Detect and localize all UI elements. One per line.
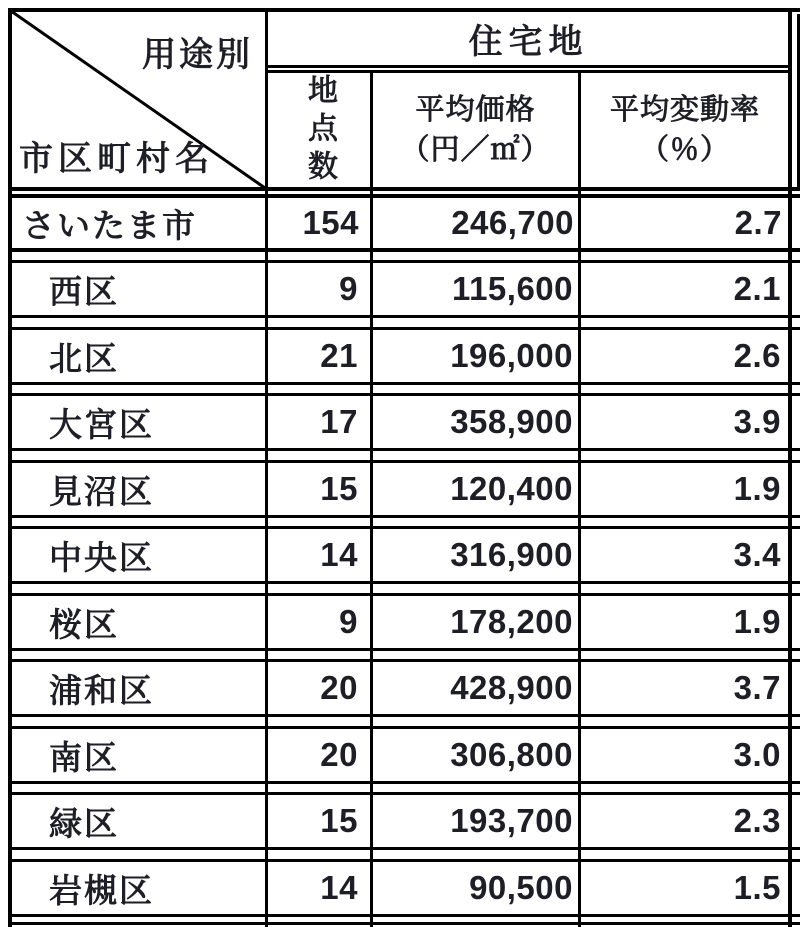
ward-name: 西区 xyxy=(49,272,119,310)
table-row-omiya-ward xyxy=(8,393,800,451)
avg-price-title: 平均価格 xyxy=(415,94,536,127)
ward-name: 南区 xyxy=(49,738,119,776)
rate-value: 2.6 xyxy=(733,337,781,374)
points-value: 14 xyxy=(320,869,358,906)
ward-name: 浦和区 xyxy=(49,671,154,709)
points-value: 15 xyxy=(320,470,358,507)
table-row-minuma-ward xyxy=(8,460,800,518)
avg-price-unit: （円／㎡） xyxy=(400,133,551,166)
ward-name: 北区 xyxy=(49,339,119,377)
points-value: 15 xyxy=(320,802,358,839)
ward-name: 岩槻区 xyxy=(49,871,154,909)
table-row-iwatsuki-ward xyxy=(8,859,800,917)
price-value: 306,800 xyxy=(450,736,573,773)
usage-type-label: 用途別 xyxy=(142,36,253,74)
table-row-cutoff xyxy=(8,922,800,927)
residential-land-header: 住宅地 xyxy=(265,8,792,68)
price-value: 115,600 xyxy=(452,270,573,307)
price-value: 196,000 xyxy=(450,337,573,374)
price-value: 193,700 xyxy=(450,802,573,839)
table-left-border xyxy=(8,8,12,927)
rate-value: 3.4 xyxy=(733,536,781,573)
table-top-border xyxy=(8,8,800,12)
points-column-divider xyxy=(370,70,373,927)
table-row-sakura-ward xyxy=(8,593,800,651)
municipality-name: さいたま市 xyxy=(22,206,197,244)
avg-change-rate-unit: （％） xyxy=(639,133,730,166)
price-column-divider xyxy=(578,70,581,927)
table-row-chuo-ward xyxy=(8,526,800,584)
points-value: 20 xyxy=(320,669,358,706)
rate-value: 3.0 xyxy=(733,736,781,773)
price-value: 316,900 xyxy=(450,536,573,573)
price-value: 178,200 xyxy=(450,603,573,640)
rate-value: 2.7 xyxy=(734,204,782,241)
header-bottom-border xyxy=(8,187,800,191)
ward-name: 緑区 xyxy=(49,804,119,842)
table-row-minami-ward xyxy=(8,726,800,784)
rate-value: 3.9 xyxy=(733,403,781,440)
municipality-label: 市区町村名 xyxy=(19,140,214,178)
group-separator-line xyxy=(788,8,792,927)
points-value: 9 xyxy=(339,270,358,307)
points-value: 20 xyxy=(320,736,358,773)
ward-name: 見沼区 xyxy=(49,472,154,510)
price-value: 428,900 xyxy=(450,669,573,706)
avg-price-column-header xyxy=(370,70,581,191)
table-row-nishi-ward xyxy=(8,260,800,318)
table-row-saitama-city xyxy=(8,194,800,252)
points-value: 9 xyxy=(339,603,358,640)
corner-cell xyxy=(8,8,268,191)
rate-value: 2.3 xyxy=(733,802,781,839)
table-row-midori-ward xyxy=(8,792,800,850)
points-value: 154 xyxy=(302,204,359,241)
rate-value: 1.5 xyxy=(733,869,781,906)
avg-change-rate-title: 平均変動率 xyxy=(609,94,760,127)
price-value: 246,700 xyxy=(451,204,574,241)
rate-value: 3.7 xyxy=(733,669,781,706)
price-value: 120,400 xyxy=(450,470,573,507)
ward-name: 中央区 xyxy=(49,538,154,576)
points-value: 17 xyxy=(320,403,358,440)
price-value: 358,900 xyxy=(450,403,573,440)
points-value: 21 xyxy=(320,337,358,374)
points-column-header xyxy=(265,70,373,191)
points-value: 14 xyxy=(320,536,358,573)
rate-value: 2.1 xyxy=(733,270,781,307)
table-row-urawa-ward xyxy=(8,659,800,717)
price-value: 90,500 xyxy=(469,869,573,906)
rate-value: 1.9 xyxy=(733,603,781,640)
ward-name: 桜区 xyxy=(49,605,119,643)
name-column-divider xyxy=(265,8,268,927)
rate-value: 1.9 xyxy=(733,470,781,507)
avg-change-rate-column-header xyxy=(578,70,792,191)
points-column-label: 地点数 xyxy=(303,73,336,188)
table-row-kita-ward xyxy=(8,327,800,385)
ward-name: 大宮区 xyxy=(49,405,154,443)
